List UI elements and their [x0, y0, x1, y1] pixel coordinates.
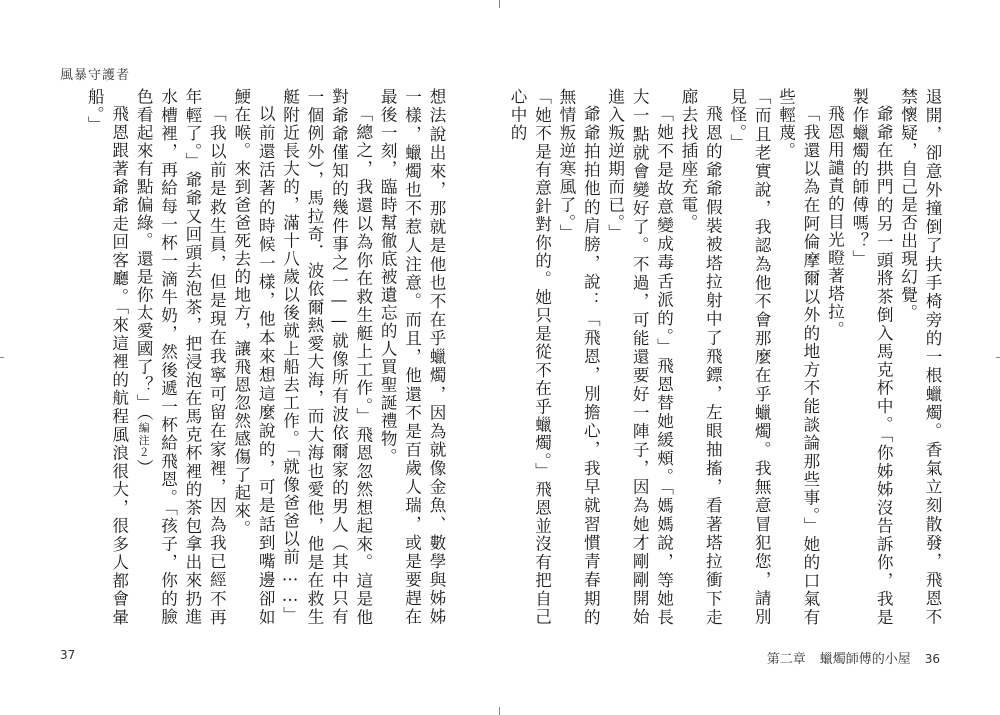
paragraph: 飛恩的爺爺假裝被塔拉射中了飛鏢，左眼抽搐，看著塔拉衝下走廊去找插座充電。: [678, 88, 723, 626]
running-head-book-title: 風暴守護者: [60, 68, 131, 83]
page-number: 36: [924, 652, 940, 666]
chapter-label: 第二章: [766, 652, 806, 667]
editor-note-label: 編注２: [137, 421, 151, 459]
right-page-body: [508, 88, 944, 626]
paragraph: 飛恩跟著爺爺走回客廳。「來這裡的航程風浪很大，很多人都會暈船。」: [85, 88, 129, 626]
paragraph: 爺爺在拱門的另一頭將茶倒入馬克杯中。「你姊姊沒告訴你，我是製作蠟燭的師傅嗎？」: [849, 88, 894, 626]
running-foot: [753, 648, 940, 667]
paragraph: 想法說出來，那就是他也不在乎蠟燭，因為就像金魚、數學與姊姊一樣，蠟燭也不惹人注意。而且，他還不是百歲人瑞，或是要趕在最後一刻，臨時幫徹底被遺忘的人買聖誕禮物。: [378, 88, 446, 626]
paragraph: [131, 88, 229, 626]
paragraph: 「而且老實說，我認為他不會那麼在乎蠟燭。我無意冒犯您，請別見怪。」: [727, 88, 772, 626]
page-number: 37: [60, 648, 76, 662]
paragraph: 「她不是故意變成毒舌派的。」飛恩替她緩頰。「媽媽說，等她長大一點就會變好了。不過，可能還要好一陣子，因為她才剛剛開始進入叛逆期而已。」: [605, 88, 674, 626]
paragraph: 飛恩用譴責的目光瞪著塔拉。: [825, 104, 845, 339]
paragraph: 以前還活著的時候一樣，他本來想這麼說的，可是話到嘴邊卻如鯁在喉。來到爸爸死去的地方，讓飛恩忽然感傷了起來。: [231, 88, 276, 626]
editor-note-close: ）: [134, 458, 154, 477]
paragraph: 爺爺拍拍他的肩膀，說：「飛恩，別擔心，我早就習慣青春期的無情叛逆寒風了。」: [556, 88, 601, 626]
chapter-title: 蠟燭師傅的小屋: [819, 652, 911, 667]
paragraph: 退開，卻意外撞倒了扶手椅旁的一根蠟燭。香氣立刻散發，飛恩不禁懷疑，自己是否出現幻覺。: [898, 88, 942, 626]
paragraph: 「總之，我還以為你在救生艇上工作。」飛恩忽然想起來。這是他對爺爺僅知的幾件事之一——就像所有波依爾家的男人（其中只有一個例外），馬拉奇．波依爾熱愛大海，而大海也愛他，他是在救生艇附近長大的，滿十八歲以後就上船去工作。「就像爸爸以前……」: [280, 88, 373, 626]
right-page: [500, 0, 1000, 715]
paragraph: 「她不是有意針對你的。她只是從不在乎蠟燭。」飛恩並沒有把自己心中的: [508, 88, 552, 626]
left-page-body: [58, 88, 448, 626]
paragraph-text: 「我以前是救生員，但是現在我寧可留在家裡，因為我已經不再年輕了。」爺爺又回頭去泡茶，把浸泡在馬克杯裡的茶包拿出來扔進水槽裡，再給每一杯一滴牛奶，然後遞一杯給飛恩。「孩子，你的臉色看起來有點偏綠。還是你太愛國了？」（: [134, 88, 227, 626]
paragraph: 「我還以為在阿倫摩爾以外的地方不能談論那些事。」她的口氣有些輕蔑。: [776, 88, 820, 626]
